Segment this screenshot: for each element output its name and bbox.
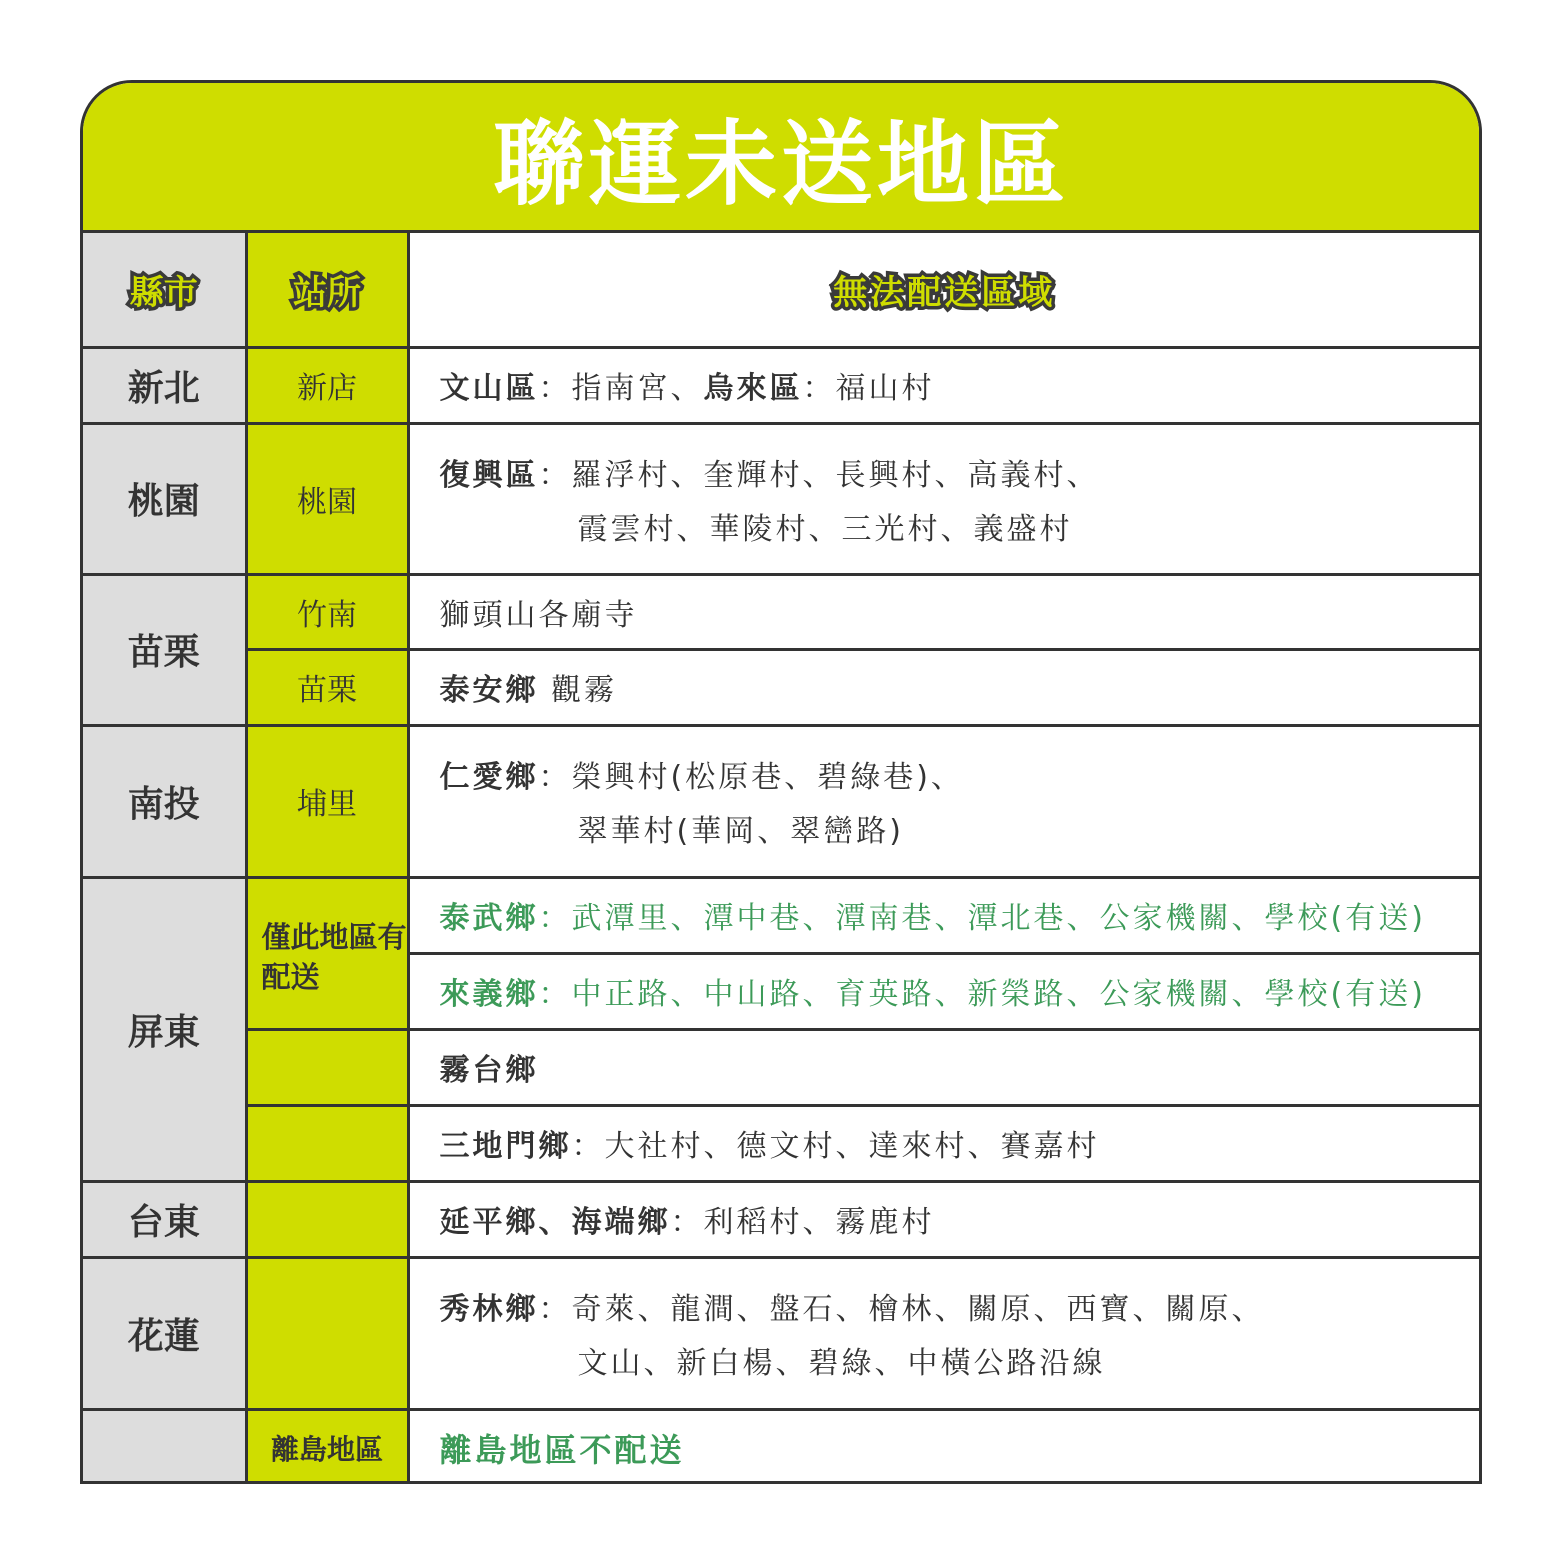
area-text-line1: 奇萊、龍澗、盤石、檜林、關原、西寶、關原、 [571,1292,1265,1327]
header-station: 站所 [293,272,361,313]
separator: ： [538,457,572,493]
station-cell-empty [246,1105,408,1181]
table-row [83,347,1479,423]
table-row [83,725,1479,877]
county-cell: 桃園 [83,423,246,574]
area-cell: 離島地區不配送 [408,1409,1479,1484]
table-row [83,574,1479,649]
district-label: 延平鄉、海端鄉 [439,1205,671,1240]
title-bar [83,83,1479,233]
table-row [83,1409,1479,1484]
area-cell [408,953,1479,1029]
header-county: 縣市 [129,272,198,313]
area-text: 觀霧 [538,673,618,708]
table-row [83,649,1479,725]
table-row [83,1181,1479,1257]
area-cell: 獅頭山各廟寺 [408,574,1479,649]
area-cell [408,877,1479,953]
area-text: 利稻村、霧鹿村 [703,1205,935,1240]
area-text: 指南宮 [571,371,671,406]
station-cell: 新店 [246,347,408,423]
area-text-line1: 榮興村(松原巷、碧綠巷)、 [571,760,964,795]
district-label: 泰安鄉 [439,673,539,708]
area-cell: 霧台鄉 [408,1029,1479,1105]
separator: ： [538,371,572,406]
station-cell: 竹南 [246,574,408,649]
table-row [83,423,1479,574]
area-text: ：武潭里、潭中巷、潭南巷、潭北巷、公家機關、學校(有送) [538,901,1426,936]
county-cell: 屏東 [83,877,246,1181]
no-delivery-table-card [80,80,1482,1484]
station-cell: 苗栗 [246,649,408,725]
station-cell-empty [246,1181,408,1257]
station-cell: 埔里 [246,725,408,877]
separator: ： [802,371,836,406]
area-text-line2: 文山、新白楊、碧綠、中橫公路沿線 [577,1346,1106,1381]
area-cell [408,347,1479,423]
header-area-cell [408,233,1479,347]
county-cell-empty [83,1409,246,1484]
station-cell: 離島地區 [246,1409,408,1484]
area-cell [408,1105,1479,1181]
area-cell [408,1181,1479,1257]
no-delivery-table [83,233,1479,1484]
separator: ： [538,760,572,795]
area-text: ：大社村、德文村、達來村、賽嘉村 [571,1129,1100,1164]
header-area: 無法配送區域 [833,272,1056,313]
separator: ： [670,1205,704,1240]
district-label: 仁愛鄉 [439,760,539,795]
area-cell [408,725,1479,877]
district-label: 泰武鄉 [439,901,539,936]
county-cell: 台東 [83,1181,246,1257]
area-cell [408,649,1479,725]
station-note-cell: 僅此地區有配送 [246,877,408,1029]
district-label: 來義鄉 [439,977,539,1012]
table-row [83,1105,1479,1181]
station-cell-empty [246,1257,408,1409]
table-row [83,877,1479,953]
table-row [83,1029,1479,1105]
area-text-line2: 翠華村(華岡、翠巒路) [577,814,904,849]
header-station-cell [246,233,408,347]
county-cell: 苗栗 [83,574,246,725]
area-text-line2: 霞雲村、華陵村、三光村、義盛村 [577,511,1073,547]
district-label: 三地門鄉 [439,1129,572,1164]
county-cell: 新北 [83,347,246,423]
separator: 、 [670,371,704,406]
station-cell: 桃園 [246,423,408,574]
area-text-line1: 羅浮村、奎輝村、長興村、高義村、 [571,457,1100,493]
district-label: 烏來區 [703,371,803,406]
station-cell-empty [246,1029,408,1105]
header-county-cell [83,233,246,347]
area-text: 福山村 [835,371,935,406]
district-label: 文山區 [439,371,539,406]
county-cell: 花蓮 [83,1257,246,1409]
area-cell [408,423,1479,574]
header-row [83,233,1479,347]
district-label: 秀林鄉 [439,1292,539,1327]
page-title: 聯運未送地區 [492,110,1069,218]
table-row [83,1257,1479,1409]
district-label: 復興區 [439,457,539,493]
county-cell: 南投 [83,725,246,877]
separator: ： [538,1292,572,1327]
area-text: ：中正路、中山路、育英路、新榮路、公家機關、學校(有送) [538,977,1426,1012]
area-cell [408,1257,1479,1409]
